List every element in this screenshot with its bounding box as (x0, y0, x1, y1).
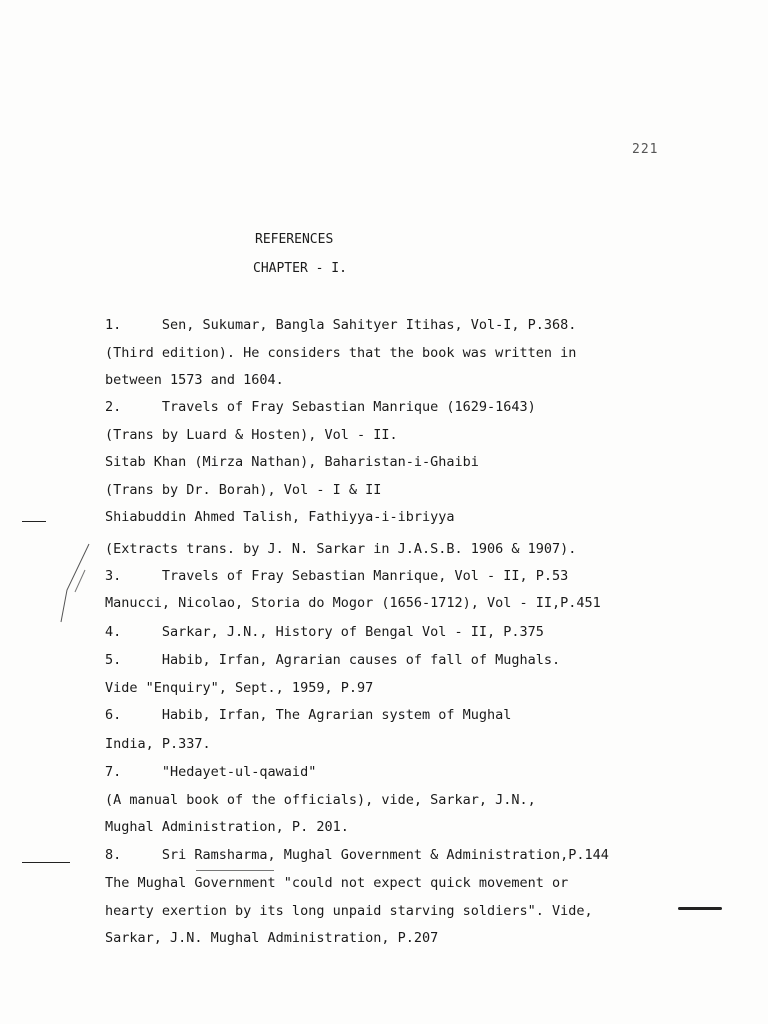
reference-line-18: (A manual book of the officials), vide, Sarkar, J.N., (105, 792, 536, 808)
margin-pen-mark-3 (678, 907, 722, 910)
underline-mark (196, 870, 274, 871)
reference-line-21: The Mughal Government "could not expect quick movement or (105, 875, 569, 891)
margin-pen-mark-2 (22, 862, 70, 863)
reference-line-13: 5. Habib, Irfan, Agrarian causes of fall of Mughals. (105, 652, 561, 668)
margin-pen-mark-1 (22, 521, 46, 522)
reference-line-1: 1. Sen, Sukumar, Bangla Sahityer Itihas, Vol-I, P.368. (105, 317, 577, 333)
reference-line-12: 4. Sarkar, J.N., History of Bengal Vol - II, P.375 (105, 624, 544, 640)
reference-line-7: (Trans by Dr. Borah), Vol - I & II (105, 482, 382, 498)
reference-line-17: 7. "Hedayet-ul-qawaid" (105, 764, 317, 780)
reference-line-4: 2. Travels of Fray Sebastian Manrique (1629-1643) (105, 399, 536, 415)
reference-line-8: Shiabuddin Ahmed Talish, Fathiyya-i-ibriyya (105, 509, 455, 525)
reference-line-3: between 1573 and 1604. (105, 372, 284, 388)
margin-bracket-mark (55, 540, 95, 630)
reference-line-11: Manucci, Nicolao, Storia do Mogor (1656-1712), Vol - II,P.451 (105, 595, 601, 611)
reference-line-22: hearty exertion by its long unpaid starving soldiers". Vide, (105, 903, 593, 919)
reference-line-9: (Extracts trans. by J. N. Sarkar in J.A.S.B. 1906 & 1907). (105, 541, 577, 557)
reference-line-6: Sitab Khan (Mirza Nathan), Baharistan-i-Ghaibi (105, 454, 479, 470)
reference-line-20: 8. Sri Ramsharma, Mughal Government & Administration,P.144 (105, 847, 609, 863)
reference-line-15: 6. Habib, Irfan, The Agrarian system of Mughal (105, 707, 512, 723)
reference-line-2: (Third edition). He considers that the book was written in (105, 345, 577, 361)
reference-line-10: 3. Travels of Fray Sebastian Manrique, Vol - II, P.53 (105, 568, 569, 584)
references-heading: REFERENCES (255, 232, 334, 247)
reference-line-16: India, P.337. (105, 736, 211, 752)
reference-line-5: (Trans by Luard & Hosten), Vol - II. (105, 427, 398, 443)
reference-line-14: Vide "Enquiry", Sept., 1959, P.97 (105, 680, 374, 696)
reference-line-19: Mughal Administration, P. 201. (105, 819, 349, 835)
chapter-heading: CHAPTER - I. (253, 261, 347, 276)
reference-line-23: Sarkar, J.N. Mughal Administration, P.207 (105, 930, 439, 946)
page-number: 221 (632, 142, 659, 157)
